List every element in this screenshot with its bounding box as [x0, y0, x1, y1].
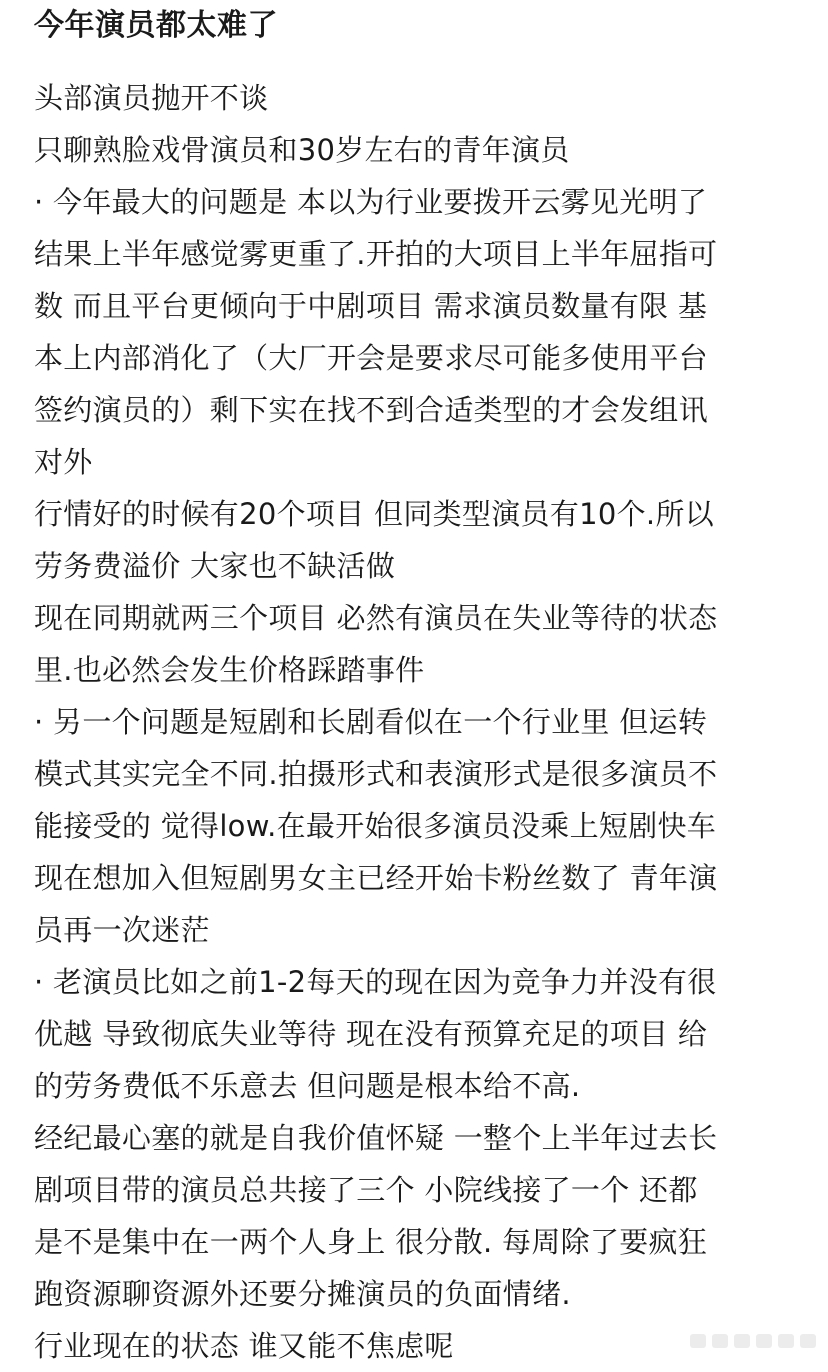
text-line: 对外 [34, 445, 93, 479]
watermark-block [756, 1334, 772, 1348]
watermark-block [690, 1334, 706, 1348]
post-body [34, 72, 816, 1372]
text-line: 的劳务费低不乐意去 但问题是根本给不高. [34, 1069, 581, 1103]
text-line: 里.也必然会发生价格踩踏事件 [34, 653, 425, 687]
watermark-block [734, 1334, 750, 1348]
text-line: 劳务费溢价 大家也不缺活做 [34, 549, 396, 583]
text-line: 剧项目带的演员总共接了三个 小院线接了一个 还都 [34, 1173, 698, 1207]
text-line: 跑资源聊资源外还要分摊演员的负面情绪. [34, 1277, 571, 1311]
text-line: 头部演员抛开不谈 [34, 81, 269, 115]
text-line: 模式其实完全不同.拍摄形式和表演形式是很多演员不 [34, 757, 718, 791]
text-line: 数 而且平台更倾向于中剧项目 需求演员数量有限 基 [34, 289, 708, 323]
text-line: 现在同期就两三个项目 必然有演员在失业等待的状态 [34, 601, 718, 635]
watermark-block [800, 1334, 816, 1348]
text-line: 能接受的 觉得low.在最开始很多演员没乘上短剧快车 [34, 809, 717, 843]
post-title: 今年演员都太难了 [34, 8, 278, 43]
text-line: 行情好的时候有20个项目 但同类型演员有10个.所以 [34, 497, 715, 531]
text-line: 员再一次迷茫 [34, 913, 210, 947]
watermark-block [712, 1334, 728, 1348]
text-line: · 老演员比如之前1-2每天的现在因为竞争力并没有很 [34, 965, 717, 999]
text-line: 行业现在的状态 谁又能不焦虑呢 [34, 1329, 454, 1363]
text-line: 结果上半年感觉雾更重了.开拍的大项目上半年屈指可 [34, 237, 718, 271]
text-line: 优越 导致彻底失业等待 现在没有预算充足的项目 给 [34, 1017, 708, 1051]
text-line: 现在想加入但短剧男女主已经开始卡粉丝数了 青年演 [34, 861, 718, 895]
text-line: · 另一个问题是短剧和长剧看似在一个行业里 但运转 [34, 705, 708, 739]
text-line: 签约演员的）剩下实在找不到合适类型的才会发组讯 [34, 393, 708, 427]
watermark [666, 1330, 816, 1352]
text-line: 本上内部消化了（大厂开会是要求尽可能多使用平台 [34, 341, 708, 375]
text-line: · 今年最大的问题是 本以为行业要拨开云雾见光明了 [34, 185, 708, 219]
text-line: 是不是集中在一两个人身上 很分散. 每周除了要疯狂 [34, 1225, 708, 1259]
text-line: 经纪最心塞的就是自我价值怀疑 一整个上半年过去长 [34, 1121, 718, 1155]
watermark-block [778, 1334, 794, 1348]
text-line: 只聊熟脸戏骨演员和30岁左右的青年演员 [34, 133, 570, 167]
